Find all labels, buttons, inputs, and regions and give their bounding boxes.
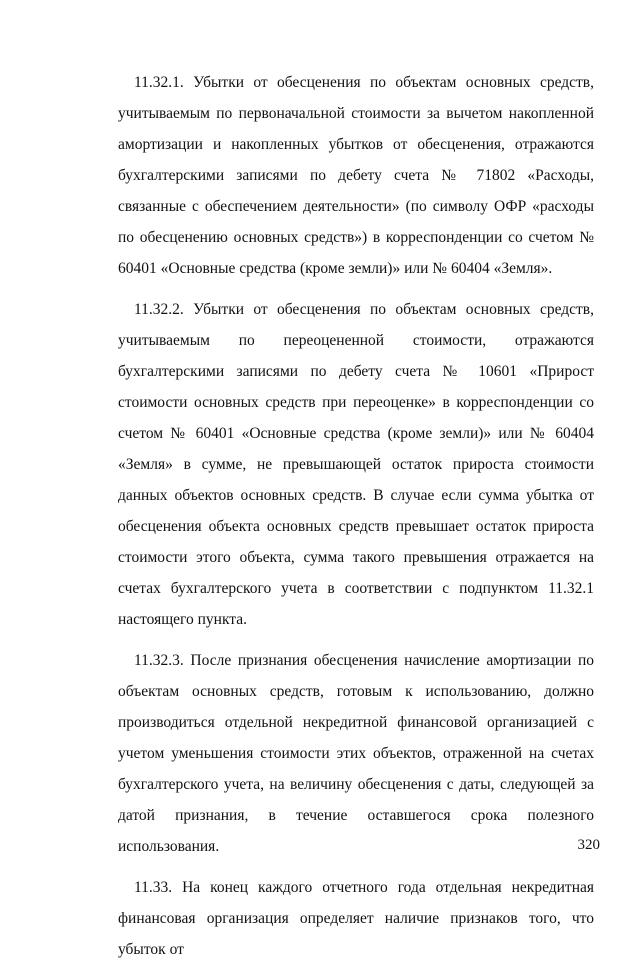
paragraph-11-32-2: 11.32.2. Убытки от обесценения по объектам основных средств, учитываемым по переоцененной стоимости, отражаются бухгалтерскими записями по дебету счета № 10601 «Прирост стоимости основных средств при переоценке» в корреспонденции со счетом № 60401 «Основные средства (кроме земли)» или № 60404 «Земля» в сумме, не превышающей остаток прироста стоимости данных объектов основных средств. В случае если сумма убытка от обесценения объекта основных средств превышает остаток прироста стоимости этого объекта, сумма такого превышения отражается на счетах бухгалтерского учета в соответствии с подпунктом 11.32.1 настоящего пункта. <box>118 301 594 628</box>
document-body <box>118 67 594 965</box>
page-number: 320 <box>577 837 600 853</box>
paragraph-11-32-1: 11.32.1. Убытки от обесценения по объектам основных средств, учитываемым по первоначальной стоимости за вычетом накопленной амортизации и накопленных убытков от обесценения, отражаются бухгалтерскими записями по дебету счета № 71802 «Расходы, связанные с обеспечением деятельности» (по символу ОФР «расходы по обесценению основных средств») в корреспонденции со счетом № 60401 «Основные средства (кроме земли)» или № 60404 «Земля». <box>118 74 594 277</box>
paragraph-11-32-3: 11.32.3. После признания обесценения начисление амортизации по объектам основных средств, готовым к использованию, должно производиться отдельной некредитной финансовой организацией с учетом уменьшения стоимости этих объектов, отраженной на счетах бухгалтерского учета, на величину обесценения с даты, следующей за датой признания, в течение оставшегося срока полезного использования. <box>118 652 594 855</box>
paragraph-11-33: 11.33. На конец каждого отчетного года отдельная некредитная финансовая организация определяет наличие признаков того, что убыток от <box>118 879 594 958</box>
